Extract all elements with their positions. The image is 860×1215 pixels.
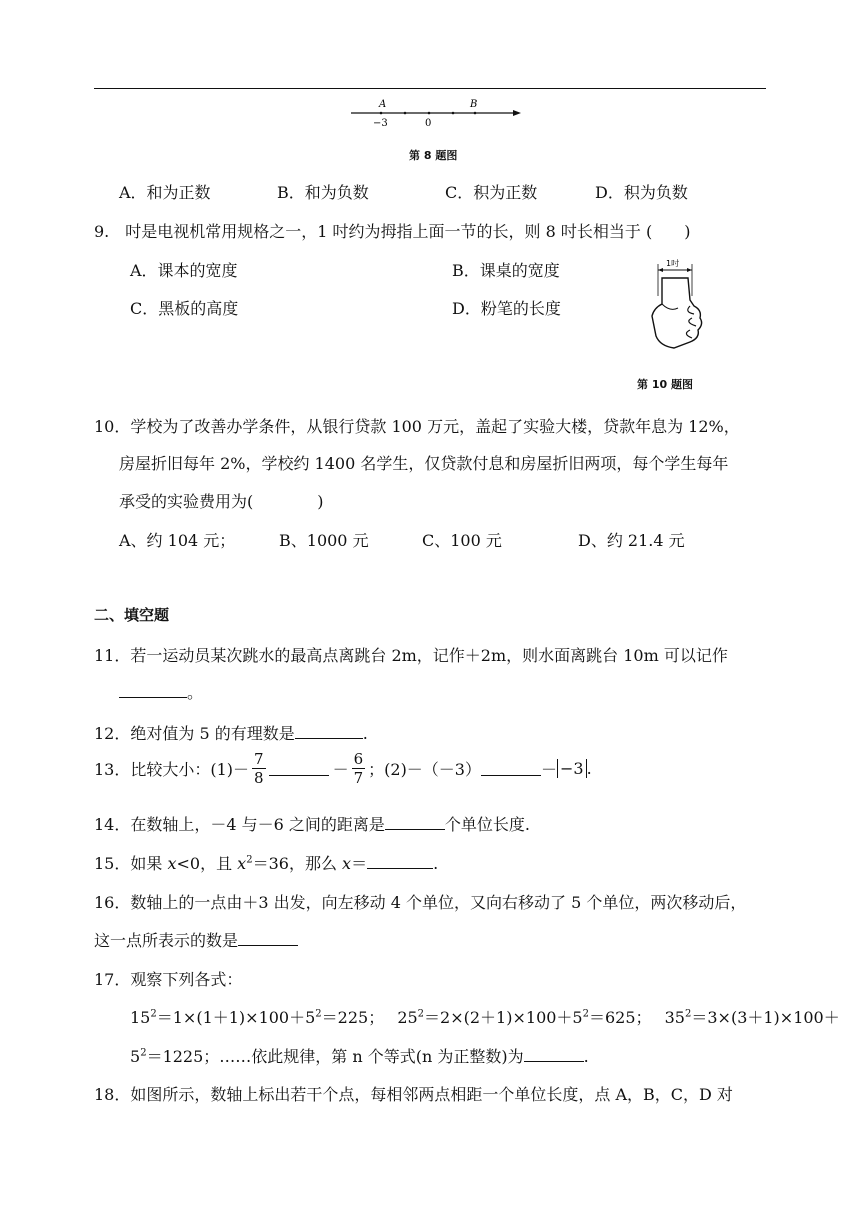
q17-equations: $15^2=1\times(1+1)\times 100+5^2=225$； $25^2=2\times(2+1)\times 100+5^2=625$； $35^2=3\times(3+1)\times 100+$ [130, 1008, 840, 1027]
q16-line-2: 这一点所表示的数是 [94, 928, 298, 951]
hand-outline [652, 278, 702, 348]
absolute-value: −3 [557, 759, 587, 778]
tick-label-0: 0 [425, 118, 432, 129]
q12: 12．绝对值为 5 的有理数是 . [94, 724, 368, 743]
number-line-arrow [513, 110, 521, 116]
q14: 14．在数轴上，－4 与－6 之间的距离是 个单位长度. [94, 815, 530, 834]
q9-option-a: A．课本的宽度 [130, 261, 238, 280]
q12-answer-blank[interactable] [295, 724, 363, 739]
q10-line-1: 10．学校为了改善办学条件，从银行贷款 100 万元，盖起了实验大楼，贷款年息为 12%， [94, 417, 740, 436]
q10-line-3: 承受的实验费用为( ) [119, 492, 324, 511]
fraction-7-8: $\frac{7}{8}$ [254, 749, 264, 787]
section-2-heading: 二、填空题 [94, 606, 170, 624]
tick [452, 112, 455, 115]
number-line-figure-8 [345, 96, 525, 130]
tick-a [380, 112, 383, 115]
point-b-label: B [470, 99, 478, 110]
tick-label-neg3: −3 [373, 118, 388, 129]
tick [404, 112, 407, 115]
q15-answer-blank[interactable] [367, 854, 433, 869]
q13-blank-1[interactable] [269, 761, 329, 776]
figure-8-caption: 第 8 题图 [409, 149, 458, 162]
q11-line-2: 。 [119, 680, 203, 703]
q13: 13．比较大小：(1)－ $\frac{7}{8}$ － $\frac{6}{7}$ ；(2)－（－3） － −3 . [94, 749, 592, 787]
q9-stem: 9. 吋是电视机常用规格之一，1 吋约为拇指上面一节的长，则 8 吋长相当于 ( ) [94, 222, 691, 241]
q9-option-c: C．黑板的高度 [130, 299, 239, 318]
q9-option-d: D．粉笔的长度 [452, 299, 561, 318]
q10-option-d: D、约 21.4 元 [578, 531, 685, 550]
q10-option-c: C、100 元 [422, 531, 502, 550]
q16-line-1: 16．数轴上的一点由＋3 出发，向左移动 4 个单位，又向右移动了 5 个单位，两次移动后， [94, 893, 747, 912]
q17-line-1: 17．观察下列各式： [94, 970, 243, 989]
q16-answer-blank[interactable] [238, 931, 298, 946]
thumb-figure-10 [644, 256, 706, 356]
q17-answer-blank[interactable] [524, 1047, 584, 1062]
q18-line-1: 18．如图所示，数轴上标出若干个点，每相邻两点相距一个单位长度，点 A，B，C，D 对 [94, 1085, 733, 1104]
fraction-6-7: $\frac{6}{7}$ [353, 749, 364, 787]
q8-option-c: C．积为正数 [445, 183, 538, 202]
thumb-label: 1吋 [666, 259, 680, 268]
header-rule [94, 88, 766, 89]
point-a-label: A [379, 99, 387, 110]
figure-10-caption: 第 10 题图 [637, 378, 693, 391]
tick-b [474, 112, 477, 115]
tick-zero [428, 112, 431, 115]
q10-option-a: A、约 104 元； [119, 531, 236, 550]
q8-option-b: B．和为负数 [277, 183, 369, 202]
q14-answer-blank[interactable] [385, 815, 445, 830]
q10-option-b: B、1000 元 [279, 531, 369, 550]
q15: 15．如果 x<0，且 $x^2=36$，那么 x＝ . [94, 854, 439, 873]
q11-answer-blank[interactable] [119, 683, 187, 698]
q10-line-2: 房屋折旧每年 2%，学校约 1400 名学生，仅贷款付息和房屋折旧两项，每个学生每年 [119, 454, 729, 473]
q8-option-d: D．积为负数 [595, 183, 688, 202]
q8-option-a: A．和为正数 [119, 183, 211, 202]
q13-blank-2[interactable] [481, 761, 541, 776]
q17-line-3: $5^2=1225$；……依此规律，第 n 个等式(n 为正整数)为 . [130, 1047, 589, 1066]
q11-line-1: 11．若一运动员某次跳水的最高点离跳台 2m，记作＋2m，则水面离跳台 10m 可以记作 [94, 646, 728, 665]
q9-option-b: B．课桌的宽度 [452, 261, 560, 280]
